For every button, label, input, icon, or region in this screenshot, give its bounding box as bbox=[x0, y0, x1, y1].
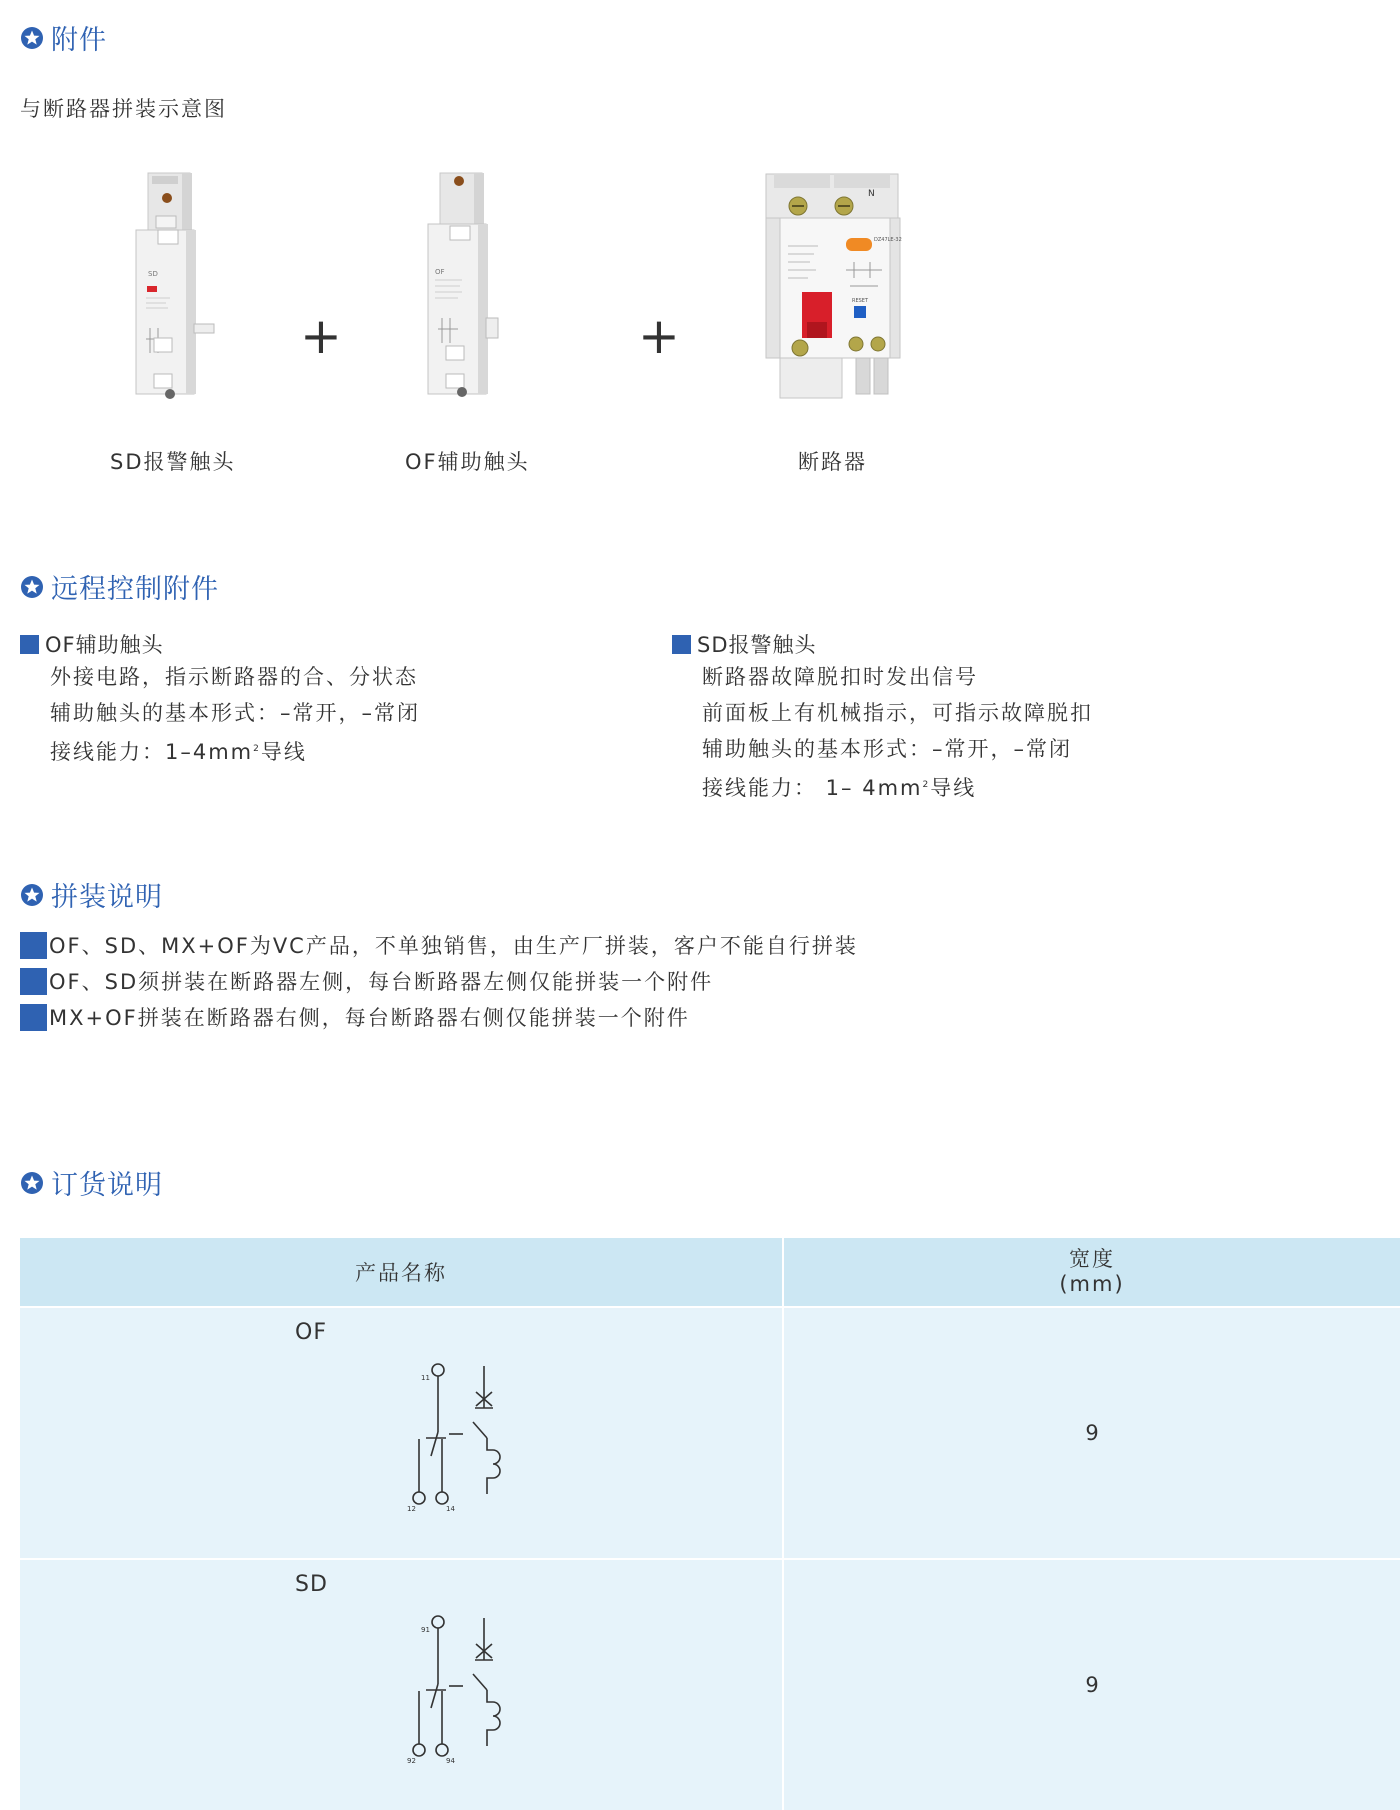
circuit-breaker-image bbox=[760, 172, 906, 402]
feature-line-wire: 接线能力： 1– $4mm^2$导线 bbox=[702, 776, 977, 800]
table-header bbox=[20, 1238, 1400, 1306]
svg-text:12: 12 bbox=[407, 1505, 416, 1513]
svg-text:94: 94 bbox=[446, 1757, 455, 1765]
svg-text:RESET: RESET bbox=[852, 298, 869, 304]
width-value: 9 bbox=[1085, 1421, 1099, 1445]
sd-feature-list bbox=[672, 629, 1093, 803]
assembly-note: MX+OF拼装在断路器右侧，每台断路器右侧仅能拼装一个附件 bbox=[20, 1002, 690, 1032]
section-heading-assembly bbox=[20, 875, 163, 914]
bullet-square-icon bbox=[20, 635, 39, 654]
assembly-note: OF、SD、MX+OF为VC产品，不单独销售，由生产厂拼装，客户不能自行拼装 bbox=[20, 930, 858, 960]
svg-text:SD: SD bbox=[148, 270, 158, 278]
bullet-square-icon bbox=[20, 968, 47, 995]
section-title: 附件 bbox=[51, 25, 107, 56]
svg-text:91: 91 bbox=[421, 1626, 430, 1634]
svg-text:92: 92 bbox=[407, 1757, 416, 1765]
svg-text:11: 11 bbox=[421, 1374, 430, 1382]
bullet-square-icon bbox=[20, 1004, 47, 1031]
product-caption: OF辅助触头 bbox=[405, 450, 530, 474]
column-header-product-name: 产品名称 bbox=[20, 1238, 784, 1306]
section-title: 远程控制附件 bbox=[51, 574, 219, 605]
section-heading-remote-control bbox=[20, 567, 219, 606]
svg-text:DZ47LE-32: DZ47LE-32 bbox=[874, 237, 902, 243]
column-header-width: 宽度 (mm) bbox=[1059, 1247, 1125, 1296]
plus-sign: + bbox=[300, 307, 342, 365]
product-cell bbox=[20, 1308, 784, 1558]
feature-line: 辅助触头的基本形式：–常开，–常闭 bbox=[50, 701, 420, 725]
feature-title: SD报警触头 bbox=[672, 629, 1093, 659]
feature-line: 前面板上有机械指示，可指示故障脱扣 bbox=[702, 701, 1093, 725]
feature-line: 外接电路，指示断路器的合、分状态 bbox=[50, 665, 418, 689]
of-feature-list bbox=[20, 629, 420, 767]
feature-line: 辅助触头的基本形式：–常开，–常闭 bbox=[702, 737, 1072, 761]
plus-sign: + bbox=[638, 307, 680, 365]
feature-line-wire: 接线能力：$1-4mm^2$导线 bbox=[50, 740, 307, 764]
star-circle-icon bbox=[20, 1171, 44, 1195]
product-caption: SD报警触头 bbox=[110, 450, 236, 474]
section-heading-ordering bbox=[20, 1163, 163, 1202]
feature-title: OF辅助触头 bbox=[20, 629, 420, 659]
feature-line: 断路器故障脱扣时发出信号 bbox=[702, 665, 978, 689]
section-heading-accessories bbox=[20, 18, 107, 57]
table-row bbox=[20, 1306, 1400, 1558]
svg-text:N: N bbox=[868, 189, 875, 199]
star-circle-icon bbox=[20, 575, 44, 599]
contact-schematic-icon bbox=[405, 1358, 525, 1518]
table-row bbox=[20, 1558, 1400, 1810]
svg-text:OF: OF bbox=[435, 268, 445, 276]
sd-alarm-contact-image bbox=[128, 168, 218, 400]
assembly-note: OF、SD须拼装在断路器左侧，每台断路器左侧仅能拼装一个附件 bbox=[20, 966, 713, 996]
product-caption: 断路器 bbox=[798, 450, 867, 474]
bullet-square-icon bbox=[672, 635, 691, 654]
product-cell bbox=[20, 1560, 784, 1810]
star-circle-icon bbox=[20, 883, 44, 907]
svg-text:14: 14 bbox=[446, 1505, 455, 1513]
bullet-square-icon bbox=[20, 932, 47, 959]
product-name: OF bbox=[295, 1320, 327, 1345]
assembly-diagram-subtitle: 与断路器拼装示意图 bbox=[20, 97, 227, 121]
product-name: SD bbox=[295, 1572, 328, 1597]
star-circle-icon bbox=[20, 26, 44, 50]
ordering-table bbox=[20, 1238, 1400, 1810]
section-title: 订货说明 bbox=[51, 1170, 163, 1201]
section-title: 拼装说明 bbox=[51, 882, 163, 913]
contact-schematic-icon bbox=[405, 1610, 525, 1770]
of-auxiliary-contact-image bbox=[420, 168, 510, 400]
width-value: 9 bbox=[1085, 1673, 1099, 1697]
